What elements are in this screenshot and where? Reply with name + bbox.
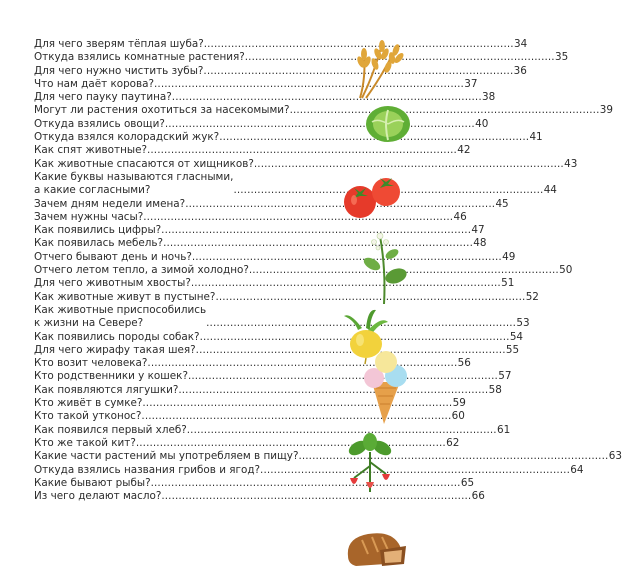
toc-entry[interactable] xyxy=(34,237,487,250)
toc-entry[interactable] xyxy=(34,343,520,357)
toc-entry-title: Кто же такой кит? xyxy=(34,436,136,449)
toc-entry-title: Отчего летом тепло, а зимой холодно? xyxy=(34,264,249,277)
toc-page-number: 65 xyxy=(460,476,475,489)
toc-page-number: 47 xyxy=(471,224,485,237)
toc-entry-title: Как появились цифры? xyxy=(34,224,162,237)
toc-entry-title: Как появилась мебель? xyxy=(34,237,164,250)
cabbage-icon xyxy=(364,100,412,144)
toc-entry-title: Что нам даёт корова? xyxy=(34,77,155,90)
toc-entry[interactable] xyxy=(34,290,539,304)
toc-page-number: 44 xyxy=(543,184,557,197)
toc-entry[interactable] xyxy=(34,250,516,264)
toc-entry[interactable] xyxy=(34,357,471,370)
toc-entry-title: Кто такой утконос? xyxy=(34,410,142,423)
toc-entry[interactable] xyxy=(34,423,511,437)
toc-entry[interactable] xyxy=(34,383,502,397)
toc-entry[interactable] xyxy=(34,436,460,450)
toc-entry[interactable] xyxy=(34,157,578,171)
toc-entry-title: Откуда взялись овощи? xyxy=(34,117,165,130)
toc-page-number: 58 xyxy=(488,383,502,396)
toc-page-number: 63 xyxy=(608,450,622,463)
toc-entry[interactable] xyxy=(34,463,584,477)
toc-entry[interactable] xyxy=(34,490,485,503)
toc-page-number: 46 xyxy=(453,210,467,223)
toc-page-number: 37 xyxy=(464,77,478,90)
strawberry-plant-icon xyxy=(340,432,400,494)
toc-page-number: 55 xyxy=(505,343,520,356)
flowering-plant-icon xyxy=(362,230,414,306)
toc-page-number: 34 xyxy=(513,38,528,50)
toc-entry[interactable] xyxy=(34,224,485,237)
toc-page-number: 41 xyxy=(529,131,543,144)
toc-entry[interactable] xyxy=(34,264,573,277)
bread-icon xyxy=(342,520,408,570)
toc-entry[interactable] xyxy=(34,77,478,91)
toc-page-number: 49 xyxy=(502,250,516,263)
toc-entry[interactable] xyxy=(34,197,509,211)
toc-page-number: 57 xyxy=(498,370,512,383)
toc-entry[interactable] xyxy=(34,38,528,51)
toc-entry-title: Какие буквы называются гласными, а какие согласными? xyxy=(34,170,234,197)
toc-entry-title: Кто родственники у кошек? xyxy=(34,370,188,383)
toc-leader-dots xyxy=(178,384,486,397)
toc-page-number: 39 xyxy=(599,104,614,117)
toc-entry[interactable] xyxy=(34,51,569,64)
toc-entry-title: Откуда взялся колорадский жук? xyxy=(34,131,220,144)
toc-entry-title: Как спят животные? xyxy=(34,144,147,157)
toc-entry[interactable] xyxy=(34,144,471,157)
toc-entry[interactable] xyxy=(34,104,614,117)
table-of-contents xyxy=(34,38,622,503)
toc-page-number: 64 xyxy=(570,463,584,476)
toc-entry-title: Отчего бывают день и ночь? xyxy=(34,250,192,263)
toc-page-number: 48 xyxy=(473,237,487,250)
toc-page-number: 43 xyxy=(564,157,578,170)
toc-entry-title: Для чего зверям тёплая шуба? xyxy=(34,38,204,50)
toc-entry-title: Откуда взялись названия грибов и ягод? xyxy=(34,463,261,476)
toc-entry[interactable] xyxy=(34,277,515,290)
toc-entry[interactable] xyxy=(34,64,527,78)
toc-page-number: 40 xyxy=(475,117,489,130)
toc-entry[interactable] xyxy=(34,117,489,131)
toc-entry-title: Как появился первый хлеб? xyxy=(34,423,187,436)
toc-page-number: 60 xyxy=(451,410,465,423)
toc-page-number: 59 xyxy=(452,397,466,410)
toc-entry-title: Как животные спасаются от хищников? xyxy=(34,157,254,170)
toc-entry-title: Как появились породы собак? xyxy=(34,330,200,343)
toc-page-number: 51 xyxy=(501,277,515,290)
toc-page-number: 35 xyxy=(555,51,569,64)
toc-entry[interactable] xyxy=(34,476,475,490)
toc-page-number: 54 xyxy=(509,330,524,343)
toc-entry-title: Как появляются лягушки? xyxy=(34,383,179,396)
wheat-icon xyxy=(352,34,408,100)
toc-page-number: 38 xyxy=(482,91,496,104)
toc-entry-title: Зачем дням недели имена? xyxy=(34,197,186,210)
toc-page-number: 66 xyxy=(471,490,485,503)
toc-entry-title: Какие бывают рыбы? xyxy=(34,476,151,489)
toc-entry-title: Могут ли растения охотиться за насекомыми? xyxy=(34,104,290,117)
toc-entry[interactable] xyxy=(34,210,467,224)
toc-entry-title: Как животные приспособились к жизни на Севере? xyxy=(34,303,207,330)
toc-entry-title: Кто возит человека? xyxy=(34,357,148,370)
toc-page-number: 50 xyxy=(559,264,573,277)
illustrations-column xyxy=(336,30,436,570)
toc-entry-title: Для чего животным хвосты? xyxy=(34,277,191,290)
toc-entry-title: Как животные живут в пустыне? xyxy=(34,290,216,303)
toc-page-number: 62 xyxy=(446,436,460,449)
toc-entry[interactable] xyxy=(34,397,466,410)
toc-page-number: 45 xyxy=(495,197,509,210)
toc-entry[interactable] xyxy=(34,131,543,144)
ice-cream-icon xyxy=(360,348,412,426)
toc-page-number: 53 xyxy=(516,317,530,330)
toc-entry[interactable] xyxy=(34,450,622,463)
toc-entry-title: Кто живёт в сумке? xyxy=(34,397,143,410)
toc-entry-title: Какие части растений мы употребляем в пищу? xyxy=(34,450,299,463)
toc-entry[interactable] xyxy=(34,410,465,423)
toc-entry-title: Для чего пауку паутина? xyxy=(34,91,172,104)
toc-entry[interactable] xyxy=(34,330,524,344)
toc-page-number: 42 xyxy=(457,144,471,157)
toc-page-number: 52 xyxy=(525,290,539,303)
toc-entry[interactable] xyxy=(34,303,530,331)
toc-entry-title: Из чего делают масло? xyxy=(34,490,162,503)
toc-entry-title: Откуда взялись комнатные растения? xyxy=(34,51,245,64)
toc-page-number: 56 xyxy=(457,357,471,370)
toc-entry-title: Для чего жирафу такая шея? xyxy=(34,343,196,356)
toc-page-number: 61 xyxy=(497,423,511,436)
toc-entry[interactable] xyxy=(34,170,557,198)
toc-page-number: 36 xyxy=(513,64,527,77)
toc-entry-title: Для чего нужно чистить зубы? xyxy=(34,64,204,77)
toc-entry-title: Зачем нужны часы? xyxy=(34,210,144,223)
tomatoes-icon xyxy=(340,170,404,222)
toc-entry[interactable] xyxy=(34,370,512,383)
toc-entry[interactable] xyxy=(34,91,496,104)
